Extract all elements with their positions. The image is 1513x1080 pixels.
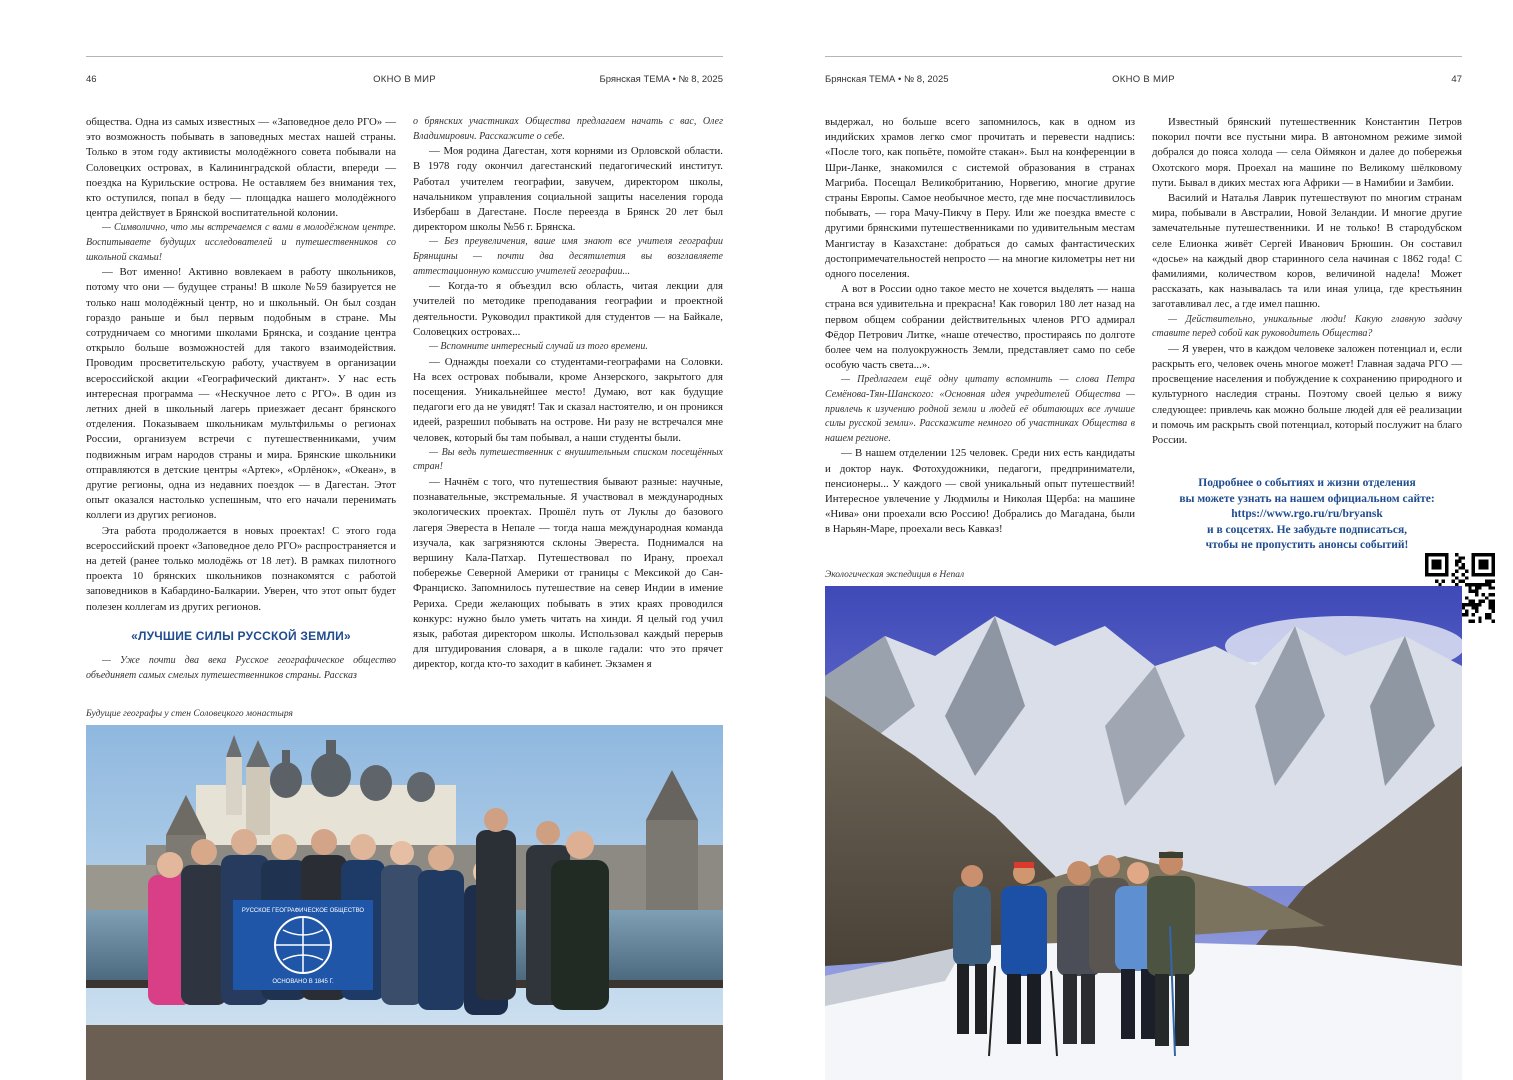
text-column-1	[86, 115, 396, 683]
interview-question: — Символично, что мы встречаемся с вами в молодёжном центре. Воспитываете будущих исследователей и путешественников со школьной скамьи!	[86, 222, 396, 263]
section-title: ОКНО В МИР	[1112, 74, 1175, 85]
publication-title: Брянская ТЕМА • № 8, 2025	[599, 74, 723, 85]
header-rule	[825, 56, 1462, 57]
text-column-2	[413, 115, 723, 673]
paragraph: Эта работа продолжается в новых проектах! С этого года всероссийский проект «Заповедное дело РГО» распространяется и на детей (ранее только молодёжь от 18 лет). В рамках пилотного проекта 10 брянских школьников познакомятся с работой заповедников в Кабардино-Балкарии. Уверен, что этот опыт будет полезен коллегам из других регионов.	[86, 524, 396, 613]
paragraph: общества. Одна из самых известных — «Заповедное дело РГО» — это возможность побывать в заповедных местах нашей страны. Только в этом году активисты молодёжного совета побывали на Соловецких островах, в Калининградской области, впереди — поездка на Курильские острова. Не оставляем без внимания тех, кто оступился, попал в беду — площадка нашего молодёжного центра действует в Брянской воспитательной колонии.	[86, 116, 396, 220]
text-column-2	[1152, 115, 1462, 448]
photo-caption: Будущие географы у стен Соловецкого монастыря	[86, 709, 293, 719]
section-title: ОКНО В МИР	[373, 74, 436, 85]
interview-question: — Предлагаем ещё одну цитату вспомнить — слова Петра Семёнова-Тян-Шанского: «Основная идея учредителей Общества — привлечь к изучению родной земли и людей её обитающих все лучшие силы русской земли». Расскажите немного об участниках Общества в нашем регионе.	[825, 374, 1135, 444]
paragraph: А вот в России одно такое место не хочется выделять — наша страна вся удивительна и прекрасна! Как говорил 180 лет назад на первом общем собрании действительных членов РГО адмирал Фёдор Петрович Литке, «наше отечество, простираясь по долготе более чем на полуокружность Земли, представляет само по себе особую часть света...».	[825, 283, 1135, 372]
flag-text-bottom: ОСНОВАНО В 1845 Г.	[272, 979, 334, 985]
paragraph: — Моя родина Дагестан, хотя корнями из Орловской области. В 1978 году окончил дагестанский педагогический институт. Работал учителем географии, завучем, директором школы, начальником управления социальной защиты населения города Избербаш в Дагестане. После переезда в Брянск 20 лет был директором школы №56 г. Брянска.	[413, 145, 723, 234]
interview-question: — Уже почти два века Русское географическое общество объединяет самых смелых путешественников страны. Рассказ	[86, 655, 396, 681]
left-page	[86, 0, 723, 1080]
paragraph: — Вот именно! Активно вовлекаем в работу школьников, потому что они — будущее страны! В школе №59 базируется не только наш молодёжный центр, но и школьный. Он был создан гораздо раньше и был первым подобным в стране. Мы сотрудничаем со многими школами Брянска, и создание центра открыло больше возможностей для такого взаимодействия. Проводим просветительскую работу, участвуем в организации всероссийской акции «Географический диктант». У нас есть интересная программа — «Нескучное лето с РГО». В один из летних дней в школьный лагерь приезжает десант брянского отделения. Показываем школьникам мультфильмы о регионах России, организуем встречи с путешественниками, учим подвижным играм народов страны и мира. Брянские школьники отправляются в детские центры «Артек», «Орлёнок», «Океан», в другие регионы, одна из недавних поездок — в Дагестан. Этот опыт оказался настолько успешным, что его начали перенимать коллеги из других регионов.	[86, 266, 396, 522]
nepal-expedition-photo	[825, 586, 1462, 1080]
solovki-group-photo	[86, 725, 723, 1080]
promo-line-5: чтобы не пропустить анонсы событий!	[1205, 539, 1409, 551]
paragraph: — Однажды поехали со студентами-географами на Соловки. На всех островах побывали, кроме Анзерского, закрытого для посещения. Уникальнейшее место! Думаю, вот как будущие педагоги его да не увидят! Так и сказал настоятелю, и он проникся идеей, разрешил побывать на острове. Ни разу не встречался мне человек, который бы там побывал, а наши студенты были.	[413, 355, 723, 444]
paragraph: Известный брянский путешественник Константин Петров покорил почти все пустыни мира. В автономном режиме зимой добрался до пояса холода — села Оймякон и далее до побережья Охотского моря. Проехал на машине по Великому шёлковому пути. Бывал в диких местах юга Африки — в Намибии и Замбии.	[1152, 116, 1462, 189]
right-page	[825, 0, 1462, 1080]
paragraph: Василий и Наталья Лаврик путешествуют по многим странам мира, побывали в Австралии, Новой Зеландии. И многие другие замечательные путешественники. И не только! В стародубском селе Елионка живёт Сергей Иванович Брюшин. Он составил «досье» на каждый двор старинного села начиная с 1862 года! С фамилиями, количеством коров, величиной надела! Может рассказать, как называлась та или иная улица, где крестьянин заготавливал лес, а где имел пашню.	[1152, 192, 1462, 311]
paragraph: — Начнём с того, что путешествия бывают разные: научные, познавательные, экстремальные. Я участвовал в международных экологических проектах. Прошёл путь от Луклы до базового лагеря Эвереста в Непале — тогда наша международная команда изучала, как загрязняются склоны Эвереста. Поднимался на вершину Кала-Патхар. Путешествовал по Ирану, проехал побережье Северной Америки от границы с Мексикой до Сан-Франциско. Запомнилось путешествие на север Индии в имение Рериха. Среди желающих побывать в этих краях проводился конкурс: нужно было уметь читать на хинди. Я целый год учил язык, работая директором школы. Использовал каждый перерыв для штудирования словаря, а в школе гадали: что это прячет директор, когда кто-то заходит в кабинет. Экзамен я	[413, 476, 723, 671]
running-header	[825, 74, 1462, 88]
running-header	[86, 74, 723, 88]
paragraph: — В нашем отделении 125 человек. Среди них есть кандидаты и доктор наук. Фотохудожники, педагоги, предприниматели, пенсионеры... У каждого — свой уникальный опыт путешествий! Интересное увлечение у Людмилы и Николая Щерба: на машине «Нива» они проехали всю Россию! Добрались до Магадана, были в Нарьян-Маре, проехали весь Кавказ!	[825, 447, 1135, 536]
flag-text-top: РУССКОЕ ГЕОГРАФИЧЕСКОЕ ОБЩЕСТВО	[241, 908, 365, 914]
section-heading: «ЛУЧШИЕ СИЛЫ РУССКОЙ ЗЕМЛИ»	[131, 628, 351, 643]
paragraph: — Когда-то я объездил всю область, читая лекции для учителей по методике преподавания географии и проектной деятельности. Руководил практикой для студентов — на Байкале, Соловецких островах...	[413, 280, 723, 338]
page-number: 47	[1451, 74, 1462, 85]
promo-line-2: вы можете узнать на нашем официальном сайте:	[1179, 492, 1435, 505]
promo-line-4: и в соцсетях. Не забудьте подписаться,	[1206, 523, 1408, 536]
interview-question: — Вспомните интересный случай из того времени.	[429, 341, 648, 352]
interview-question: — Вы ведь путешественник с внушительным списком посещённых стран!	[413, 446, 723, 473]
header-rule	[86, 56, 723, 57]
paragraph: — Я уверен, что в каждом человеке заложен потенциал и, если раскрыть его, человек очень многое может! Главная задача РГО — просвещение населения и побуждение к сохранению природного и культурного наследия страны. Поэтому своей целью я вижу следующее: привлечь как можно больше людей для её реализации и помочь им раскрыть свой потенциал, который послужит на благо России.	[1152, 342, 1462, 447]
promo-line-1: Подробнее о событиях и жизни отделения	[1198, 477, 1416, 489]
interview-question: — Без преувеличения, ваше имя знают все учителя географии Брянщины — почти два десятилетия вы возглавляете аттестационную комиссию учителей географии...	[413, 236, 723, 277]
promo-box	[1152, 476, 1462, 554]
text-column-1	[825, 115, 1135, 538]
page-number: 46	[86, 74, 97, 85]
publication-title: Брянская ТЕМА • № 8, 2025	[825, 74, 949, 85]
photo-caption: Экологическая экспедиция в Непал	[825, 570, 965, 580]
promo-url-link[interactable]: https://www.rgo.ru/ru/bryansk	[1231, 508, 1383, 520]
paragraph: выдержал, но больше всего запомнилось, как в одном из индийских храмов легко смог прочитать и перевести надпись: «После того, как попьёте, помойте стакан». Был на конференции в Шри-Ланке, знакомился с системой образования в странах Магриба. Посещал Великобританию, Норвегию, многие другие страны Европы. Самое необычное место, где мне посчастливилось побывать, — гора Мачу-Пикчу в Перу. Или же поездка вместе с другими брянскими путешественниками по удивительным местам Мангистау в Казахстане: добраться до самых фантастических достопримечательностей непросто — на многие километры нет ни одного поселения.	[825, 116, 1135, 281]
interview-question: — Действительно, уникальные люди! Какую главную задачу ставите перед собой как руководитель Общества?	[1152, 313, 1462, 340]
interview-question: о брянских участниках Общества предлагаем начать с вас, Олег Владимирович. Расскажите о себе.	[413, 116, 723, 142]
